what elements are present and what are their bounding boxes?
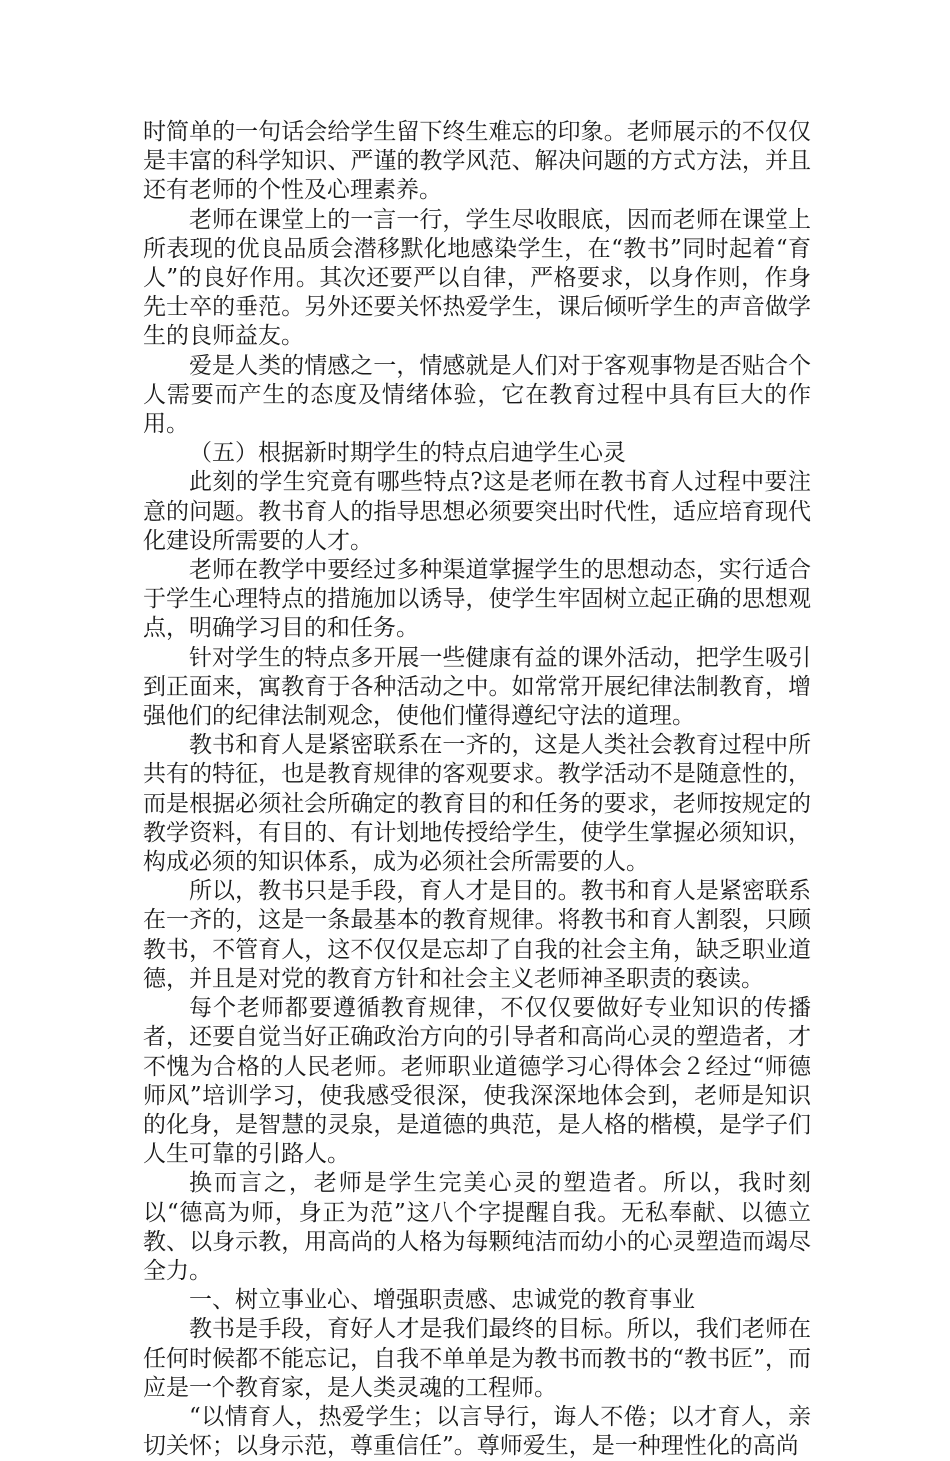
paragraph: 爱是人类的情感之一，情感就是人们对于客观事物是否贴合个人需要而产生的态度及情绪体验，它在教育过程中具有巨大的作用。 — [143, 352, 811, 438]
paragraph: 针对学生的特点多开展一些健康有益的课外活动，把学生吸引到正面来，寓教育于各种活动之中。如常常开展纪律法制教育，增强他们的纪律法制观念，使他们懂得遵纪守法的道理。 — [143, 644, 811, 730]
paragraph: 老师在教学中要经过多种渠道掌握学生的思想动态，实行适合于学生心理特点的措施加以诱导，使学生牢固树立起正确的思想观点，明确学习目的和任务。 — [143, 557, 811, 642]
paragraph: 教书和育人是紧密联系在一齐的，这是人类社会教育过程中所共有的特征，也是教育规律的客观要求。教学活动不是随意性的，而是根据必须社会所确定的教育目的和任务的要求，老师按规定的教学资料，有目的、有计划地传授给学生，使学生掌握必须知识，构成必须的知识体系，成为必须社会所需要的人。 — [143, 732, 811, 876]
paragraph: 教书是手段，育好人才是我们最终的目标。所以，我们老师在任何时候都不能忘记，自我不单单是为教书而教书的“教书匠”，而应是一个教育家，是人类灵魂的工程师。 — [143, 1316, 811, 1401]
paragraph: 此刻的学生究竟有哪些特点?这是老师在教书育人过程中要注意的问题。教书育人的指导思想必须要突出时代性，适应培育现代化建设所需要的人才。 — [143, 469, 811, 554]
section-heading: （五）根据新时期学生的特点启迪学生心灵 — [189, 440, 626, 467]
paragraph: 换而言之，老师是学生完美心灵的塑造者。所以，我时刻以“德高为师，身正为范”这八个字提醒自我。无私奉献、以德立教、以身示教，用高尚的人格为每颗纯洁而幼小的心灵塑造而竭尽全力。 — [143, 1170, 811, 1284]
document-body — [143, 118, 811, 1461]
paragraph: 每个老师都要遵循教育规律，不仅仅要做好专业知识的传播者，还要自觉当好正确政治方向的引导者和高尚心灵的塑造者，才不愧为合格的人民老师。老师职业道德学习心得体会２经过“师德师风”培训学习，使我感受很深，使我深深地体会到，老师是知识的化身，是智慧的灵泉，是道德的典范，是人格的楷模，是学子们人生可靠的引路人。 — [143, 995, 811, 1168]
paragraph: 时简单的一句话会给学生留下终生难忘的印象。老师展示的不仅仅是丰富的科学知识、严谨的教学风范、解决问题的方式方法，并且还有老师的个性及心理素养。 — [143, 119, 811, 204]
paragraph: 所以，教书只是手段，育人才是目的。教书和育人是紧密联系在一齐的，这是一条最基本的教育规律。将教书和育人割裂，只顾教书，不管育人，这不仅仅是忘却了自我的社会主角，缺乏职业道德，并且是对党的教育方针和社会主义老师神圣职责的亵读。 — [143, 878, 811, 992]
section-heading: 一、树立事业心、增强职责感、忠诚党的教育事业 — [189, 1287, 695, 1314]
paragraph: 老师在课堂上的一言一行，学生尽收眼底，因而老师在课堂上所表现的优良品质会潜移默化地感染学生，在“教书”同时起着“育人”的良好作用。其次还要严以自律，严格要求，以身作则，作身先士卒的垂范。另外还要关怀热爱学生，课后倾听学生的声音做学生的良师益友。 — [143, 206, 811, 350]
paragraph: “以情育人，热爱学生；以言导行，诲人不倦；以才育人，亲切关怀；以身示范，尊重信任”。尊师爱生，是一种理性化的高尚 — [143, 1403, 811, 1460]
